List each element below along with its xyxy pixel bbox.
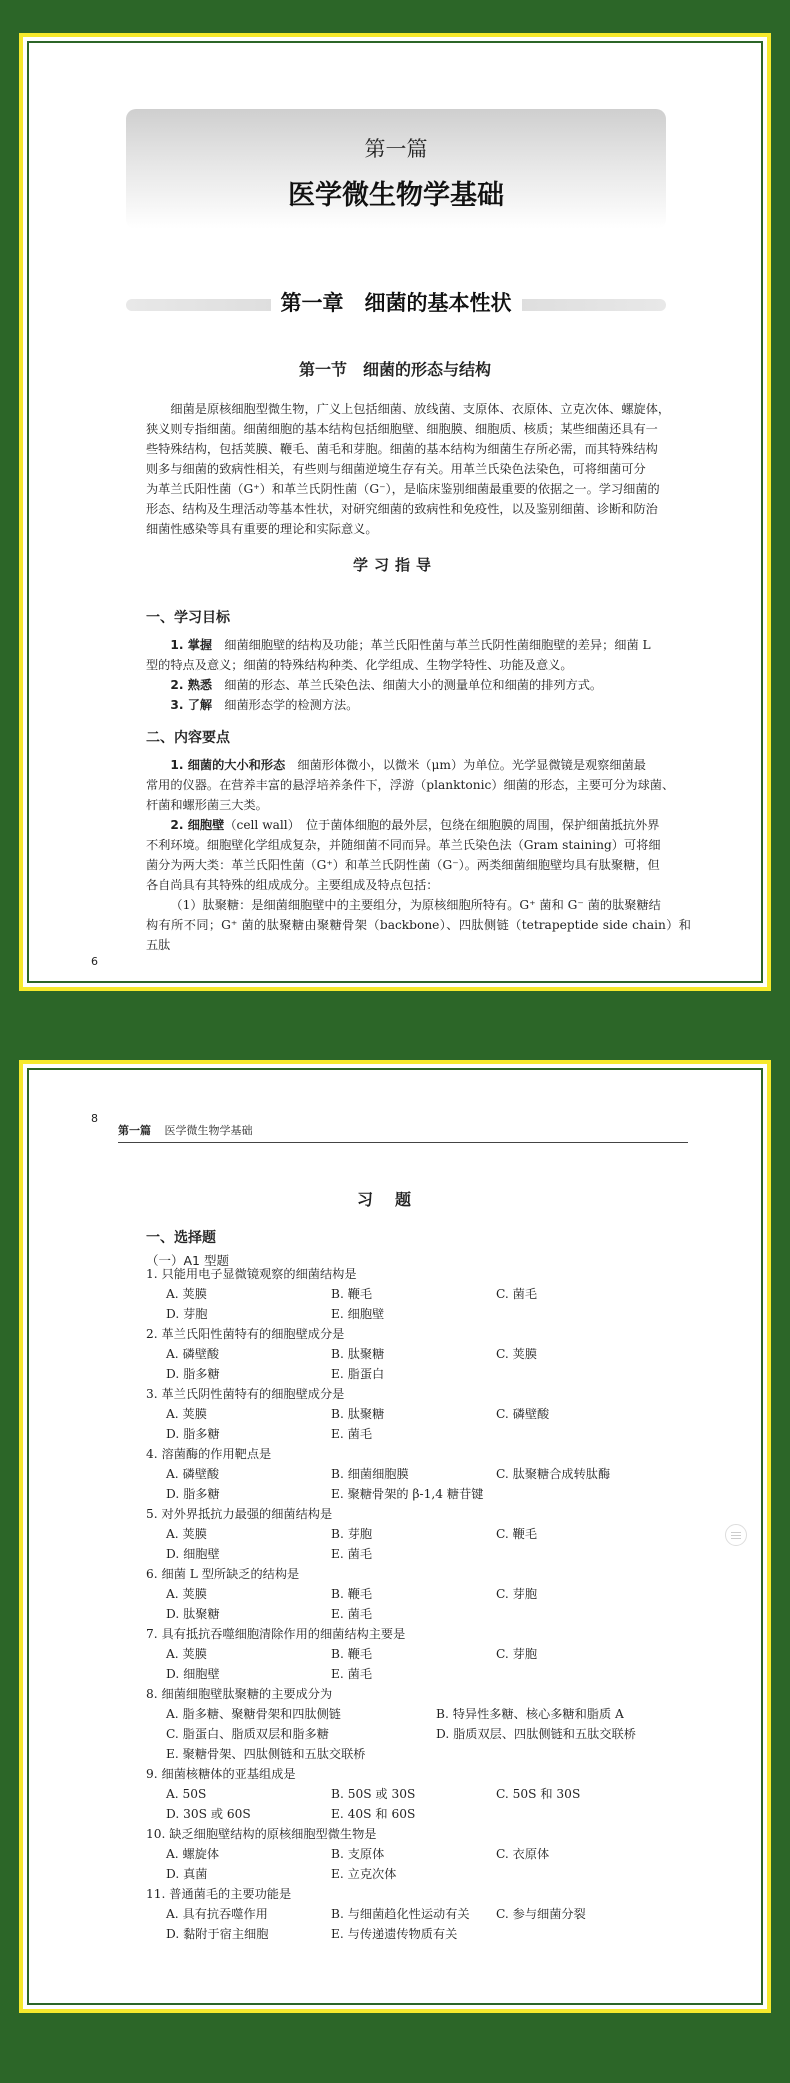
answer-option[interactable]: E. 立克次体 xyxy=(331,1867,397,1881)
exercise-title: 习题 xyxy=(356,1190,433,1209)
chapter-heading xyxy=(126,287,666,317)
section-title: 第一节 细菌的形态与结构 xyxy=(298,360,491,379)
answer-option[interactable]: B. 50S 或 30S xyxy=(331,1787,416,1801)
answer-option[interactable]: E. 40S 和 60S xyxy=(331,1807,416,1821)
answer-option[interactable]: C. 荚膜 xyxy=(496,1347,538,1361)
answer-option[interactable]: B. 肽聚糖 xyxy=(331,1347,385,1361)
page-1 xyxy=(19,33,771,991)
answer-option[interactable]: D. 脂质双层、四肽侧链和五肽交联桥 xyxy=(436,1727,636,1741)
goals-heading: 一、学习目标 xyxy=(146,610,230,626)
intro-line: 则多与细菌的致病性相关，有些则与细菌逆境生存有关。用革兰氏染色法染色，可将细菌可分 xyxy=(146,462,646,476)
answer-option[interactable]: D. 芽胞 xyxy=(166,1307,208,1321)
answer-option[interactable]: A. 荚膜 xyxy=(166,1287,207,1301)
answer-option[interactable]: A. 50S xyxy=(166,1787,207,1801)
option-group xyxy=(146,1584,706,1624)
answer-option[interactable]: C. 衣原体 xyxy=(496,1847,550,1861)
question-item xyxy=(146,1764,706,1824)
point-label: 2. 细胞壁 xyxy=(170,818,225,832)
point-label: 1. 细菌的大小和形态 xyxy=(170,758,286,772)
option-group xyxy=(146,1904,706,1944)
answer-option[interactable]: B. 鞭毛 xyxy=(331,1587,373,1601)
answer-option[interactable]: D. 30S 或 60S xyxy=(166,1807,251,1821)
question-item xyxy=(146,1444,706,1504)
option-group xyxy=(146,1524,706,1564)
answer-option[interactable]: E. 菌毛 xyxy=(331,1427,373,1441)
mc-heading: 一、选择题 xyxy=(146,1230,216,1246)
question-text: 1. 只能用电子显微镜观察的细菌结构是 xyxy=(146,1267,357,1281)
a1-heading: （一）A1 型题 xyxy=(146,1253,229,1268)
chapter-title: 第一章 细菌的基本性状 xyxy=(271,291,522,315)
point-sub-line: （1）肽聚糖：是细菌细胞壁中的主要组分，为原核细胞所特有。G⁺ 菌和 G⁻ 菌的肽聚糖结 xyxy=(170,898,661,912)
running-title: 医学微生物学基础 xyxy=(164,1124,253,1137)
running-header xyxy=(118,1122,688,1143)
question-text: 8. 细菌细胞壁肽聚糖的主要成分为 xyxy=(146,1687,333,1701)
point-item xyxy=(146,815,691,835)
point-item xyxy=(146,755,691,775)
answer-option[interactable]: A. 荚膜 xyxy=(166,1527,207,1541)
goal-text: 细菌形态学的检测方法。 xyxy=(212,698,359,712)
question-text: 6. 细菌 L 型所缺乏的结构是 xyxy=(146,1567,300,1581)
option-group xyxy=(146,1844,706,1884)
answer-option[interactable]: C. 50S 和 30S xyxy=(496,1787,581,1801)
question-item xyxy=(146,1504,706,1564)
option-group xyxy=(146,1464,706,1504)
answer-option[interactable]: E. 细胞壁 xyxy=(331,1307,385,1321)
option-group xyxy=(146,1784,706,1824)
part-number: 第一篇 xyxy=(364,137,428,161)
answer-option[interactable]: B. 鞭毛 xyxy=(331,1647,373,1661)
point-text: 细菌形体微小，以微米（μm）为单位。光学显微镜是观察细菌最 xyxy=(285,758,646,772)
intro-line: 细菌性感染等具有重要的理论和实际意义。 xyxy=(146,522,378,536)
page-number: 8 xyxy=(91,1112,98,1125)
point-sub-line: 构有所不同；G⁺ 菌的肽聚糖由聚糖骨架（backbone）、四肽侧链（tetrapeptide side chain）和五肽 xyxy=(146,918,691,952)
option-group xyxy=(146,1404,706,1444)
question-text: 11. 普通菌毛的主要功能是 xyxy=(146,1887,292,1901)
question-list xyxy=(146,1264,706,1944)
answer-option[interactable]: D. 真菌 xyxy=(166,1867,208,1881)
answer-option[interactable]: D. 肽聚糖 xyxy=(166,1607,220,1621)
answer-option[interactable]: D. 细胞壁 xyxy=(166,1667,220,1681)
answer-option[interactable]: C. 芽胞 xyxy=(496,1587,538,1601)
question-text: 9. 细菌核糖体的亚基组成是 xyxy=(146,1767,296,1781)
page-2 xyxy=(19,1060,771,2013)
point-line: 杆菌和螺形菌三大类。 xyxy=(146,798,268,812)
answer-option[interactable]: C. 磷壁酸 xyxy=(496,1407,550,1421)
question-text: 10. 缺乏细胞壁结构的原核细胞型微生物是 xyxy=(146,1827,377,1841)
answer-option[interactable]: D. 细胞壁 xyxy=(166,1547,220,1561)
intro-line: 狭义则专指细菌。细菌细胞的基本结构包括细胞壁、细胞膜、细胞质、核质；某些细菌还具有一 xyxy=(146,422,658,436)
answer-option[interactable]: D. 脂多糖 xyxy=(166,1487,220,1501)
answer-option[interactable]: A. 荚膜 xyxy=(166,1407,207,1421)
intro-line: 形态、结构及生理活动等基本性状，对研究细菌的致病性和免疫性，以及鉴别细菌、诊断和防治 xyxy=(146,502,658,516)
question-text: 7. 具有抵抗吞噬细胞清除作用的细菌结构主要是 xyxy=(146,1627,406,1641)
answer-option[interactable]: E. 菌毛 xyxy=(331,1607,373,1621)
answer-option[interactable]: D. 脂多糖 xyxy=(166,1427,220,1441)
intro-line: 细菌是原核细胞型微生物，广义上包括细菌、放线菌、支原体、衣原体、立克次体、螺旋体， xyxy=(170,402,671,416)
goal-item xyxy=(146,695,691,715)
question-item xyxy=(146,1324,706,1384)
question-item xyxy=(146,1564,706,1624)
answer-option[interactable]: E. 聚糖骨架的 β-1,4 糖苷键 xyxy=(331,1487,484,1501)
point-text: （cell wall） 位于菌体细胞的最外层，包绕在细胞膜的周围，保护细菌抵抗外界 xyxy=(224,818,660,832)
question-item xyxy=(146,1884,706,1944)
answer-option[interactable]: B. 细菌细胞膜 xyxy=(331,1467,409,1481)
intro-paragraph xyxy=(146,399,691,539)
answer-option[interactable]: A. 磷壁酸 xyxy=(166,1467,220,1481)
intro-line: 些特殊结构，包括荚膜、鞭毛、菌毛和芽胞。细菌的基本结构为细菌生存所必需，而其特殊结构 xyxy=(146,442,658,456)
goal-label: 2. 熟悉 xyxy=(170,678,213,692)
answer-option[interactable]: B. 肽聚糖 xyxy=(331,1407,385,1421)
answer-option[interactable]: A. 脂多糖、聚糖骨架和四肽侧链 xyxy=(166,1707,341,1721)
answer-option[interactable]: E. 菌毛 xyxy=(331,1547,373,1561)
answer-option[interactable]: E. 与传递遗传物质有关 xyxy=(331,1927,458,1941)
points-list xyxy=(146,755,691,955)
answer-option[interactable]: C. 芽胞 xyxy=(496,1647,538,1661)
answer-option[interactable]: E. 菌毛 xyxy=(331,1667,373,1681)
goal-text: 细菌的形态、革兰氏染色法、细菌大小的测量单位和细菌的排列方式。 xyxy=(212,678,603,692)
answer-option[interactable]: B. 特异性多糖、核心多糖和脂质 A xyxy=(436,1707,624,1721)
answer-option[interactable]: D. 黏附于宿主细胞 xyxy=(166,1927,269,1941)
study-guide-title: 学习指导 xyxy=(352,556,437,574)
answer-option[interactable]: A. 荚膜 xyxy=(166,1587,207,1601)
goal-label: 1. 掌握 xyxy=(170,638,213,652)
side-menu-button[interactable] xyxy=(725,1524,747,1546)
question-text: 3. 革兰氏阴性菌特有的细胞壁成分是 xyxy=(146,1387,345,1401)
goal-item xyxy=(146,635,691,655)
answer-option[interactable]: D. 脂多糖 xyxy=(166,1367,220,1381)
question-item xyxy=(146,1824,706,1884)
goal-text: 细菌细胞壁的结构及功能；革兰氏阳性菌与革兰氏阴性菌细胞壁的差异；细菌 L xyxy=(212,638,651,652)
answer-option[interactable]: B. 支原体 xyxy=(331,1847,385,1861)
answer-option[interactable]: C. 肽聚糖合成转肽酶 xyxy=(496,1467,611,1481)
answer-option[interactable]: C. 脂蛋白、脂质双层和脂多糖 xyxy=(166,1727,329,1741)
goals-list xyxy=(146,635,691,715)
answer-option[interactable]: A. 荚膜 xyxy=(166,1647,207,1661)
point-line: 不利环境。细胞壁化学组成复杂，并随细菌不同而异。革兰氏染色法（Gram staining）可将细 xyxy=(146,838,661,852)
answer-option[interactable]: C. 参与细菌分裂 xyxy=(496,1907,586,1921)
question-item xyxy=(146,1384,706,1444)
answer-option[interactable]: C. 菌毛 xyxy=(496,1287,538,1301)
option-group xyxy=(146,1704,706,1764)
question-item xyxy=(146,1684,706,1764)
point-line: 各自尚具有其特殊的组成成分。主要组成及特点包括： xyxy=(146,878,439,892)
question-item xyxy=(146,1264,706,1324)
question-text: 5. 对外界抵抗力最强的细菌结构是 xyxy=(146,1507,333,1521)
part-header-box xyxy=(126,109,666,229)
page-number: 6 xyxy=(91,955,98,968)
goal-item-cont: 型的特点及意义；细菌的特殊结构种类、化学组成、生物学特性、功能及意义。 xyxy=(146,658,573,672)
question-item xyxy=(146,1624,706,1684)
option-group xyxy=(146,1644,706,1684)
answer-option[interactable]: A. 螺旋体 xyxy=(166,1847,220,1861)
answer-option[interactable]: B. 鞭毛 xyxy=(331,1287,373,1301)
option-group xyxy=(146,1344,706,1384)
answer-option[interactable]: B. 与细菌趋化性运动有关 xyxy=(331,1907,470,1921)
answer-option[interactable]: B. 芽胞 xyxy=(331,1527,373,1541)
running-part: 第一篇 xyxy=(118,1124,151,1137)
goal-label: 3. 了解 xyxy=(170,698,213,712)
option-group xyxy=(146,1284,706,1324)
point-line: 常用的仪器。在营养丰富的悬浮培养条件下，浮游（planktonic）细菌的形态，主要可分为球菌、 xyxy=(146,778,675,792)
point-line: 菌分为两大类：革兰氏阳性菌（G⁺）和革兰氏阴性菌（G⁻）。两类细菌细胞壁均具有肽聚糖，但 xyxy=(146,858,660,872)
question-text: 4. 溶菌酶的作用靶点是 xyxy=(146,1447,272,1461)
answer-option[interactable]: A. 具有抗吞噬作用 xyxy=(166,1907,268,1921)
points-heading: 二、内容要点 xyxy=(146,730,230,746)
answer-option[interactable]: C. 鞭毛 xyxy=(496,1527,538,1541)
intro-line: 为革兰氏阳性菌（G⁺）和革兰氏阴性菌（G⁻），是临床鉴别细菌最重要的依据之一。学习细菌的 xyxy=(146,482,660,496)
question-text: 2. 革兰氏阳性菌特有的细胞壁成分是 xyxy=(146,1327,345,1341)
answer-option[interactable]: E. 脂蛋白 xyxy=(331,1367,385,1381)
answer-option[interactable]: A. 磷壁酸 xyxy=(166,1347,220,1361)
part-title: 医学微生物学基础 xyxy=(288,180,504,211)
answer-option[interactable]: E. 聚糖骨架、四肽侧链和五肽交联桥 xyxy=(166,1747,366,1761)
goal-item xyxy=(146,675,691,695)
